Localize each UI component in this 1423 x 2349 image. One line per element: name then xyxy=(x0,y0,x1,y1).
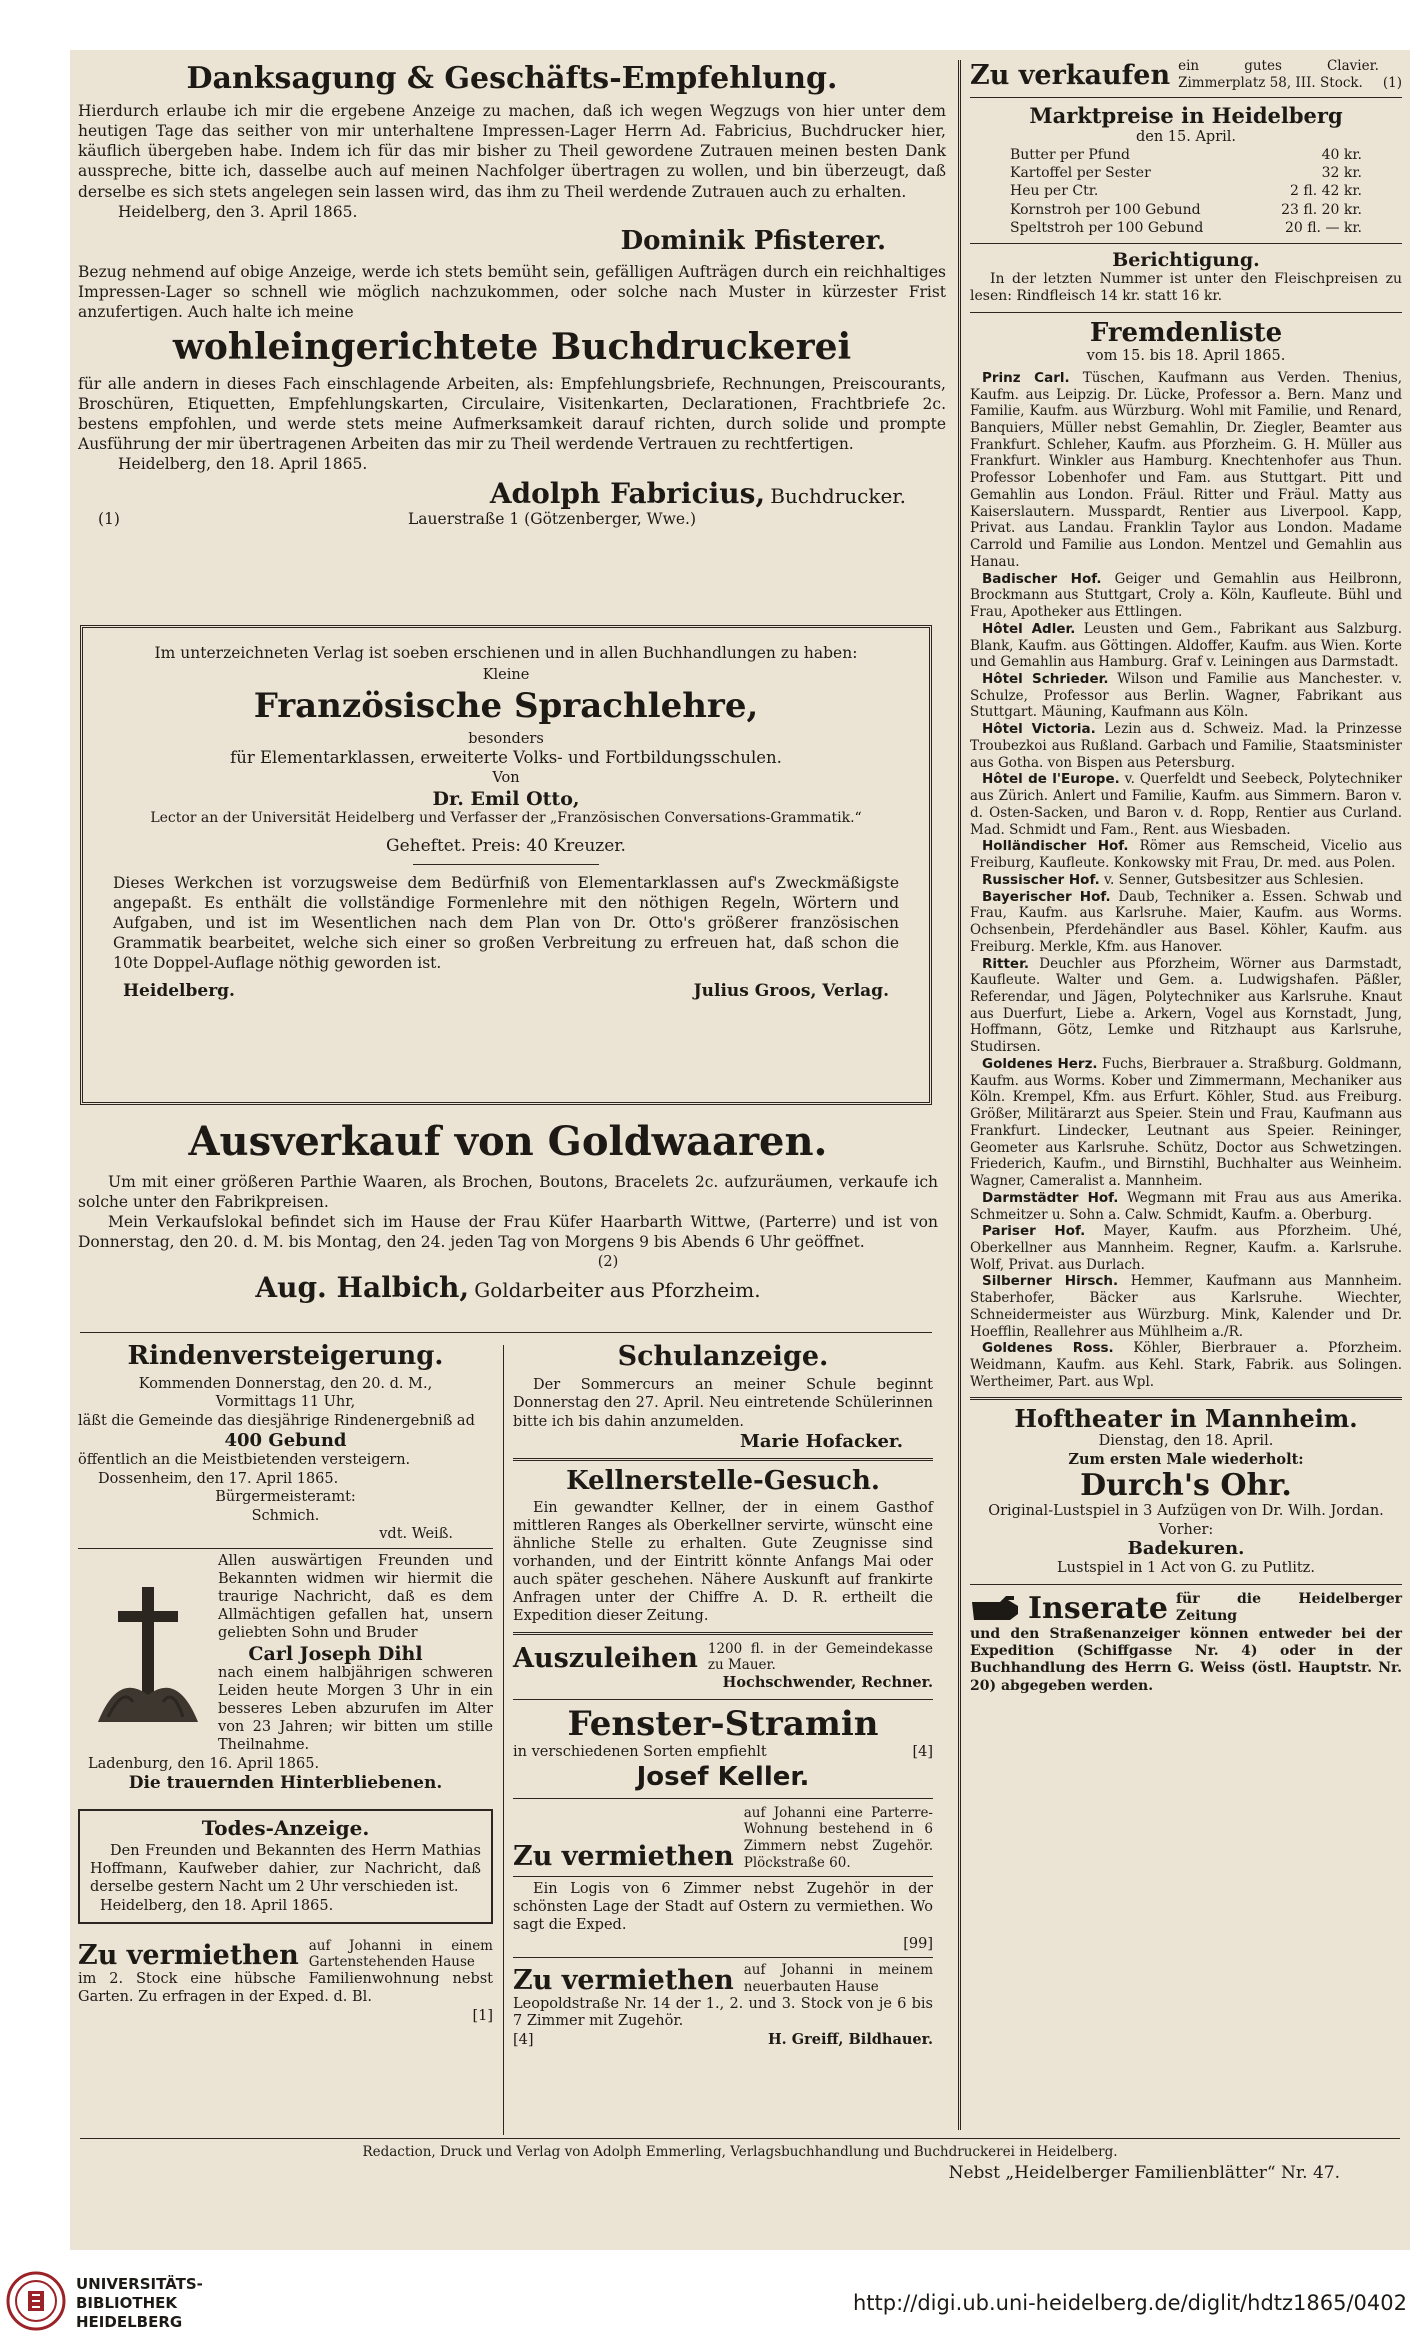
markt-section xyxy=(970,104,1402,237)
vermiethen-mid1-text: auf Johanni eine Parterre-Wohnung bestehend in 6 Zimmern nebst Zugehör. Plöckstraße 60. xyxy=(743,1804,933,1871)
markt-price: 2 fl. 42 kr. xyxy=(1290,183,1362,200)
fremden-hotel: Hôtel de l'Europe. xyxy=(982,771,1120,788)
auszuleihen-name: Hochschwender, Rechner. xyxy=(722,1674,933,1692)
sprachlehre-von: Von xyxy=(492,770,520,787)
fabricius-role: Buchdrucker. xyxy=(770,483,906,508)
rinden-ad xyxy=(78,1342,493,1544)
fabricius-address-line xyxy=(78,510,946,528)
ausverkauf-ad xyxy=(78,1120,938,1304)
library-line3: HEIDELBERG xyxy=(76,2312,183,2331)
fremden-hotel: Hôtel Adler. xyxy=(982,620,1076,637)
fremden-section xyxy=(970,319,1402,1391)
logis-text: Ein Logis von 6 Zimmer nebst Zugehör in der schönsten Lage der Stadt auf Ostern zu vermiethen. Wo sagt die Exped. xyxy=(513,1880,933,1933)
fremden-entry xyxy=(970,872,1402,889)
fremden-guests: Deuchler aus Pforzheim, Wörner aus Darmstadt, Kaufleute. Walter und Gem. a. Ludwigshafen. Päßler, Referendar, und Jägen, Polytechniker aus Karlsruhe. Knaut aus Duerfurt, Liebe a. Arkern, Vogel aus Kornstadt, Jung, Hoffmann, Götz, Lemke und Ritzhaupt aus Karlsruhe, Studirsen. xyxy=(970,955,1402,1056)
fabricius-text2: für alle andern in dieses Fach einschlagende Arbeiten, als: Empfehlungsbriefe, Rechnungen, Preiscourants, Broschüren, Etiquetten, Empfehlungskarten, Circulaire, Visitenkarten, Declarationen, Frachtbriefe 2c. bestens empfohlen, und werde stets meine Aufmerksamkeit darauf richten, durch solide und prompte Ausführung der mir übertragenen Arbeiten das mir zu Theil werdende Vertrauen zu rechtfertigen. xyxy=(78,374,946,454)
rinden-line5: Dossenheim, den 17. April 1865. xyxy=(98,1470,339,1487)
vermiethen-left-text-a: auf Johanni in einem Gartenstehenden Hause xyxy=(308,1937,493,1971)
fremden-hotel: Hôtel Victoria. xyxy=(982,721,1096,738)
fremden-guests: Köhler, Bierbrauer a. Pforzheim. Weidmann, Kaufm. aus Kehl. Stark, Fabrik. aus Solingen. Wertheimer, Part. aus Wpl. xyxy=(970,1340,1402,1390)
sprachlehre-ad xyxy=(80,625,932,1105)
sprachlehre-besonders: besonders xyxy=(468,730,544,747)
danksagung-text: Hierdurch erlaube ich mir die ergebene Anzeige zu machen, daß ich wegen Wegzugs von hier unter dem heutigen Tage das seither von mir unterhaltene Impressen-Lager Herrn Ad. Fabricius, Buchdrucker hier, käuflich übergeben habe. Indem ich für das mir bisher zu Theil gewordene Zutrauen meinen besten Dank ausspreche, bitte ich, dasselbe auch auf meinen Nachfolger übertragen zu wollen, und bin überzeugt, daß derselbe es sich stets angelegen sein lassen wird, das ihm zu Theil werdende Zutrauen auch zu erhalten. xyxy=(78,102,946,201)
theater-line4: Vorher: xyxy=(1158,1521,1214,1538)
kellner-title: Kellnerstelle-Gesuch. xyxy=(566,1466,880,1497)
vermiethen-mid2-name: H. Greiff, Bildhauer. xyxy=(767,2031,933,2049)
fremden-hotel: Bayerischer Hof. xyxy=(982,888,1111,905)
todes2-ad xyxy=(78,1809,493,1923)
markt-price: 20 fl. — kr. xyxy=(1284,219,1362,236)
left-column xyxy=(78,58,946,528)
bericht-section xyxy=(970,250,1402,306)
verkaufen-number: (1) xyxy=(1382,74,1402,91)
sprachlehre-place: Heidelberg. xyxy=(123,981,235,1002)
inserate-text: und den Straßenanzeiger können entweder bei der Expedition (Schiffgasse Nr. 4) oder in der Buchhandlung des Herrn G. Weiss (östl. Hauptstr. Nr. 20) abgegeben werden. xyxy=(970,1625,1402,1694)
markt-item: Kornstroh per 100 Gebund xyxy=(1010,201,1201,218)
library-name xyxy=(76,2275,203,2331)
divider-vertical-left xyxy=(503,1345,504,2135)
fremden-entry xyxy=(970,956,1402,1056)
fremden-guests: Lezin aus d. Schweiz. Mad. la Prinzesse Troubezkoi aus Rußland. Garbach und Familie, Staatsminister aus Gotha. von Bispen aus Petersburg. xyxy=(970,721,1403,771)
logis-number: [99] xyxy=(903,1935,933,1952)
sprachlehre-divider xyxy=(413,864,599,865)
divider-verm1 xyxy=(513,1876,933,1877)
fremden-hotel: Holländischer Hof. xyxy=(982,838,1129,855)
library-line1: UNIVERSITÄTS- xyxy=(76,2275,203,2293)
bericht-title: Berichtigung. xyxy=(1112,249,1260,272)
theater-line2: Zum ersten Male wiederholt: xyxy=(1068,1450,1304,1468)
left-sub-column xyxy=(78,1338,493,2026)
fabricius-name: Adolph Fabricius, xyxy=(489,476,766,510)
schul-text: Der Sommercurs an meiner Schule beginnt Donnerstag den 27. April. Neu eintretende Schülerinnen bitte ich bis dahin anzumelden. xyxy=(513,1376,933,1430)
theater-play2: Badekuren. xyxy=(1127,1538,1245,1560)
kellner-text: Ein gewandter Kellner, der in einem Gasthof mittleren Ranges als Oberkellner servirte, wünscht eine ähnliche Stelle zu erhalten. Gute Zeugnisse sind vorhanden, und der Eintritt könnte Anfangs Mai oder auch später geschehen. Nähere Auskunft auf frankirte Anfragen unter der Chiffre A. D. R. ertheilt die Expedition dieser Zeitung. xyxy=(513,1499,933,1624)
fabricius-ad xyxy=(78,262,946,528)
vermiethen-mid2-title: Zu vermiethen xyxy=(513,1964,734,1996)
rinden-line8: vdt. Weiß. xyxy=(379,1526,453,1543)
sprachlehre-title: Französische Sprachlehre, xyxy=(253,686,759,727)
markt-item: Heu per Ctr. xyxy=(1010,183,1099,200)
markt-row xyxy=(1010,146,1362,164)
fremden-hotel: Darmstädter Hof. xyxy=(982,1189,1119,1206)
theater-title: Hoftheater in Mannheim. xyxy=(1014,1403,1358,1433)
fremden-guests: Fuchs, Bierbrauer a. Straßburg. Goldmann, Kaufm. aus Worms. Kober und Zimmermann, Mechaniker aus Köln. Krempel, Kfm. aus Erfurt. Köhler, Stud. aus Freiburg. Größer, Militärarzt aus Speier. Stein und Frau, Kaufmann aus Frankfurt. Lindecker, Leutnant aus Speier. Reininger, Geometer aus Karlsruhe. Schütz, Doctor aus Schwetzingen. Friederich, Kaufm., und Birnstihl, Buchhalter aus Weinheim. Wagner, Cameralist a. Mannheim. xyxy=(970,1055,1402,1190)
middle-sub-column xyxy=(513,1338,933,2050)
fremden-entry xyxy=(970,1223,1402,1273)
theater-play: Durch's Ohr. xyxy=(1080,1468,1292,1504)
vermiethen-mid2-ad xyxy=(513,1962,933,2050)
danksagung-signature: Dominik Pfisterer. xyxy=(620,225,886,256)
rinden-line6: Bürgermeisteramt: xyxy=(215,1489,356,1506)
rinden-line4: öffentlich an die Meistbietenden versteigern. xyxy=(78,1452,411,1469)
hand-icon xyxy=(970,1594,1020,1622)
todes2-text: Den Freunden und Bekannten des Herrn Mathias Hoffmann, Kaufweber dahier, zur Nachricht, daß derselbe gestern Nacht um 2 Uhr verschieden ist. xyxy=(90,1843,481,1896)
fremden-entry xyxy=(970,370,1402,571)
divider-kellner xyxy=(513,1632,933,1635)
fremden-hotel: Silberner Hirsch. xyxy=(982,1273,1119,1290)
danksagung-title: Danksagung & Geschäfts-Empfehlung. xyxy=(186,61,838,96)
divider-vertical-main xyxy=(958,60,961,2130)
fremden-hotel: Goldenes Ross. xyxy=(982,1340,1114,1357)
sprachlehre-price: Geheftet. Preis: 40 Kreuzer. xyxy=(386,835,626,856)
divider-bottom xyxy=(80,2138,1400,2139)
rinden-line1: Kommenden Donnerstag, den 20. d. M., xyxy=(138,1375,433,1392)
sprachlehre-author: Dr. Emil Otto, xyxy=(432,787,580,810)
fabricius-address: Lauerstraße 1 (Götzenberger, Wwe.) xyxy=(408,509,696,528)
library-line2: BIBLIOTHEK xyxy=(76,2293,177,2312)
divider-bericht xyxy=(970,312,1402,313)
ausverkauf-text2: Mein Verkaufslokal befindet sich im Hause der Frau Küfer Haarbarth Wittwe, (Parterre) und ist von Donnerstag, den 20. d. M. bis Montag, den 24. jeden Tag von Morgens 9 bis Abends 6 Uhr geöffnet. xyxy=(78,1213,938,1252)
impressum: Redaction, Druck und Verlag von Adolph Emmerling, Verlagsbuchhandlung und Buchdruckerei in Heidelberg. xyxy=(362,2144,1118,2160)
fremden-list xyxy=(970,370,1402,1391)
divider-theater xyxy=(970,1584,1402,1585)
markt-row xyxy=(1010,201,1362,219)
vermiethen-left-title: Zu vermiethen xyxy=(78,1940,299,1972)
library-logo-icon xyxy=(6,2271,66,2331)
divider-rinden xyxy=(78,1548,493,1549)
markt-row xyxy=(1010,219,1362,237)
beilage-note: Nebst „Heidelberger Familienblätter“ Nr. 47. xyxy=(948,2163,1340,2183)
fenster-ad xyxy=(513,1703,933,1792)
fremden-entry xyxy=(970,1190,1402,1223)
rinden-amount: 400 Gebund xyxy=(224,1430,347,1452)
fremden-guests: Wegmann mit Frau aus aus Amerika. Schmeitzer u. Sohn a. Calw. Schmidt, Kaufm. a. Oberburg. xyxy=(970,1189,1402,1223)
fenster-title: Fenster-Stramin xyxy=(567,1703,879,1744)
todes-ad xyxy=(78,1553,493,1793)
fenster-number: [4] xyxy=(912,1744,933,1761)
fremden-guests: Daub, Techniker a. Essen. Schwab und Frau, Kaufm. aus Karlsruhe. Maier, Kaufm. aus Worms. Ochsenbein, Pferdehändler aus Basel. Köhler, Kaufm. aus Freiburg. Merkle, Kfm. aus Hanover. xyxy=(970,888,1402,955)
fremden-guests: v. Senner, Gutsbesitzer aus Schlesien. xyxy=(1104,871,1364,888)
fremden-entry xyxy=(970,771,1402,838)
fremden-hotel: Hôtel Schrieder. xyxy=(982,671,1109,688)
todes-date: Ladenburg, den 16. April 1865. xyxy=(88,1755,320,1772)
sprachlehre-kleine: Kleine xyxy=(482,666,530,683)
fremden-guests: Hemmer, Kaufmann aus Mannheim. Staberhofer, Bäcker aus Karlsruhe. Wiechter, Schneidermeister aus Würzburg. Mink, Kalender und Dr. Hoefflin, Reallehrer aus Mühlheim a./R. xyxy=(970,1273,1402,1340)
inserate-title: Inserate xyxy=(1028,1590,1169,1626)
fremden-entry xyxy=(970,838,1402,871)
inserate-section xyxy=(970,1591,1402,1695)
divider-verkaufen xyxy=(970,97,1402,98)
markt-title: Marktpreise in Heidelberg xyxy=(1029,103,1343,129)
source-url-link[interactable]: http://digi.ub.uni-heidelberg.de/diglit/hdtz1865/0402 xyxy=(852,2291,1407,2315)
kellner-ad xyxy=(513,1467,933,1625)
cross-icon xyxy=(88,1577,208,1727)
vermiethen-mid2-text-a: auf Johanni in meinem neuerbauten Hause xyxy=(743,1962,933,1995)
rinden-title: Rindenversteigerung. xyxy=(127,1341,444,1371)
sprachlehre-footer xyxy=(113,981,899,1001)
fremden-entry xyxy=(970,889,1402,956)
library-footer xyxy=(0,2255,1423,2349)
rinden-line3: läßt die Gemeinde das diesjährige Rindenergebniß ad xyxy=(78,1412,475,1429)
divider-left-1 xyxy=(80,1332,932,1333)
fremden-entry xyxy=(970,671,1402,721)
bericht-text: In der letzten Nummer ist unter den Fleischpreisen zu lesen: Rindfleisch 14 kr. statt 16 kr. xyxy=(970,270,1402,305)
markt-price: 23 fl. 20 kr. xyxy=(1281,201,1362,218)
ausverkauf-title: Ausverkauf von Goldwaaren. xyxy=(188,1118,828,1165)
fremden-hotel: Pariser Hof. xyxy=(982,1223,1086,1240)
todes-name: Carl Joseph Dihl xyxy=(248,1642,423,1665)
danksagung-date: Heidelberg, den 3. April 1865. xyxy=(118,202,358,221)
fremden-hotel: Ritter. xyxy=(982,955,1029,972)
fremden-guests: Geiger und Gemahlin aus Heilbronn, Brockmann aus Stuttgart, Croly a. Köln, Kaufleute. Bühl und Frau, Apotheker aus Ettlingen. xyxy=(970,570,1402,621)
fenster-name: Josef Keller. xyxy=(636,1761,810,1792)
fabricius-headline: wohleingerichtete Buchdruckerei xyxy=(172,326,852,369)
todes-text2: nach einem halbjährigen schweren Leiden heute Morgen 3 Uhr in ein besseres Leben abzurufen im Alter von 23 Jahren; wir bitten um stille Theilnahme. xyxy=(218,1664,493,1753)
fremden-guests: Mayer, Kaufm. aus Pforzheim. Uhé, Oberkellner aus Mannheim. Regner, Kaufm. a. Karlsruhe. Wolf, Privat. aus Durlach. xyxy=(970,1223,1402,1273)
rinden-line2: Vormittags 11 Uhr, xyxy=(215,1394,356,1411)
markt-item: Butter per Pfund xyxy=(1010,147,1130,164)
fremden-entry xyxy=(970,571,1402,621)
vermiethen-mid2-number: [4] xyxy=(513,2032,534,2049)
todes2-date: Heidelberg, den 18. April 1865. xyxy=(100,1898,334,1915)
fremden-guests: Tüschen, Kaufmann aus Verden. Thenius, Kaufm. aus Leipzig. Dr. Lücke, Professor a. Bern. Manz und Familie, Kaufm. aus Würzburg. Wohl mit Familie, und Renard, Banquiers, Müller nebst Gemahlin, Dr. Ziegler, Beamter aus Frankfurt. Schleher, Kaufm. aus Pforzheim. G. H. Müller aus Frankfurt. Winkler aus Hamburg. Knechtenhofer aus Thun. Professor Lobenhofer und Fam. aus Stuttgart. Pitt und Gemahlin aus London. Fräul. Ritter und Fräul. Matty aus Kaiserslautern. Musspardt, Rentier aus Liverpool. Kapp, Privat. aus Landau. Franklin Taylor aus London. Madame Carrold und Familie aus London. Mentzel und Gemahlin aus Hanau. xyxy=(970,369,1402,570)
schul-title: Schulanzeige. xyxy=(617,1341,829,1372)
fremden-guests: Römer aus Remscheid, Vicelio aus Freiburg, Kaufleute. Konkowsky mit Frau, Dr. med. aus Polen. xyxy=(970,838,1402,872)
fremden-guests: Wilson und Familie aus Manchester. v. Schulze, Professor aus Berlin. Wagner, Fabrikant aus Stuttgart. Mäuning, Kaufmann aus Köln. xyxy=(970,671,1403,721)
fremden-entry xyxy=(970,621,1402,671)
ausverkauf-name: Aug. Halbich, xyxy=(255,1271,470,1305)
ausverkauf-text1: Um mit einer größeren Parthie Waaren, als Brochen, Boutons, Bracelets 2c. aufzuräumen, verkaufe ich solche unter den Fabrikpreisen. xyxy=(78,1173,938,1212)
fremden-entry xyxy=(970,721,1402,771)
verkaufen-title: Zu verkaufen xyxy=(970,60,1171,92)
theater-line5: Lustspiel in 1 Act von G. zu Putlitz. xyxy=(1057,1559,1315,1576)
markt-row xyxy=(1010,164,1362,182)
markt-table xyxy=(1010,146,1362,237)
fremden-guests: Leusten und Gem., Fabrikant aus Salzburg. Blank, Kaufm. aus Göttingen. Aldoffer, Kaufm. aus Wien. Korte und Gemahlin aus Hamburg. Graf v. Leiningen aus Darmstadt. xyxy=(970,620,1402,671)
markt-price: 40 kr. xyxy=(1321,147,1362,164)
ausverkauf-number: (2) xyxy=(597,1253,619,1270)
fabricius-date: Heidelberg, den 18. April 1865. xyxy=(118,455,368,474)
fremden-guests: v. Querfeldt und Seebeck, Polytechniker aus Zürich. Anlert und Familie, Kaufm. aus Simmern. Baron v. d. Osten-Sacken, und Baron v. d. Ropp, Rentier aus Curland. Mad. Schmidt und Fam., Rent. aus Wiesbaden. xyxy=(970,771,1402,838)
markt-price: 32 kr. xyxy=(1321,165,1362,182)
theater-line1: Dienstag, den 18. April. xyxy=(1098,1432,1274,1449)
fremden-hotel: Badischer Hof. xyxy=(982,570,1102,587)
auszuleihen-text: 1200 fl. in der Gemeindekasse zu Mauer. xyxy=(707,1640,933,1674)
divider-logis xyxy=(513,1957,933,1958)
fremden-entry xyxy=(970,1273,1402,1340)
fremden-subtitle: vom 15. bis 18. April 1865. xyxy=(1086,348,1286,365)
right-column xyxy=(970,58,1402,1695)
sprachlehre-intro: Im unterzeichneten Verlag ist soeben erschienen und in allen Buchhandlungen zu haben: xyxy=(154,644,858,662)
vermiethen-left-text: im 2. Stock eine hübsche Familienwohnung nebst Garten. Zu erfragen in der Exped. d. Bl. xyxy=(78,1971,493,2006)
schul-ad xyxy=(513,1342,933,1452)
todes-sign: Die trauernden Hinterbliebenen. xyxy=(128,1773,443,1794)
fabricius-number: (1) xyxy=(98,509,120,528)
sprachlehre-author-role: Lector an der Universität Heidelberg und Verfasser der „Französischen Conversations-Grammatik.“ xyxy=(150,809,862,826)
sprachlehre-text: Dieses Werkchen ist vorzugsweise dem Bedürfniß von Elementarklassen auf's Zweckmäßigste angepaßt. Es enthält die vollständige Formenlehre mit den nöthigen Regeln, Wörtern und Aufgaben, und ist im Wesentlichen nach dem Plan von Dr. Otto's größerer französischen Grammatik bearbeitet, welche sich einer so großen Verbreitung zu erfreuen hat, daß schon die 10te Doppel-Auflage nöthig geworden ist. xyxy=(113,873,899,973)
markt-date: den 15. April. xyxy=(1135,128,1237,145)
theater-section xyxy=(970,1403,1402,1578)
fremden-title: Fremdenliste xyxy=(1089,317,1283,348)
markt-item: Kartoffel per Sester xyxy=(1010,165,1151,182)
fenster-text: in verschiedenen Sorten empfiehlt xyxy=(513,1744,767,1761)
schul-name: Marie Hofacker. xyxy=(739,1431,903,1453)
vermiethen-mid1-title: Zu vermiethen xyxy=(513,1840,734,1872)
verkaufen-ad xyxy=(970,58,1402,91)
fremden-entry xyxy=(970,1340,1402,1390)
ausverkauf-role: Goldarbeiter aus Pforzheim. xyxy=(474,1278,761,1303)
vermiethen-mid2-text: Leopoldstraße Nr. 14 der 1., 2. und 3. Stock von je 6 bis 7 Zimmer mit Zugehör. xyxy=(513,1995,933,2030)
danksagung-ad xyxy=(78,62,946,256)
divider-fenster xyxy=(513,1798,933,1799)
sprachlehre-for: für Elementarklassen, erweiterte Volks- und Fortbildungsschulen. xyxy=(230,748,782,768)
theater-line3: Original-Lustspiel in 3 Aufzügen von Dr. Wilh. Jordan. xyxy=(988,1503,1384,1520)
ausverkauf-signature xyxy=(78,1271,938,1304)
auszuleihen-title: Auszuleihen xyxy=(513,1643,698,1675)
fremden-entry xyxy=(970,1056,1402,1190)
fremden-hotel: Russischer Hof. xyxy=(982,871,1100,888)
divider-schul xyxy=(513,1458,933,1461)
fabricius-signature xyxy=(78,477,946,510)
markt-row xyxy=(1010,182,1362,200)
vermiethen-left-number: [1] xyxy=(472,2008,493,2025)
divider-markt xyxy=(970,243,1402,244)
vermiethen-left-ad xyxy=(78,1938,493,2026)
vermiethen-mid1-ad xyxy=(513,1805,933,1872)
markt-item: Speltstroh per 100 Gebund xyxy=(1010,219,1204,236)
verkaufen-text: ein gutes Clavier. Zimmerplatz 58, III. Stock. xyxy=(1178,58,1379,91)
divider-fremden xyxy=(970,1397,1402,1400)
fremden-hotel: Goldenes Herz. xyxy=(982,1055,1098,1072)
fremden-hotel: Prinz Carl. xyxy=(982,369,1070,386)
auszuleihen-ad xyxy=(513,1641,933,1693)
logis-ad xyxy=(513,1881,933,1953)
divider-auszuleihen xyxy=(513,1699,933,1700)
todes-text: Allen auswärtigen Freunden und Bekannten widmen wir hiermit die traurige Nachricht, daß es dem Allmächtigen gefallen hat, unsern geliebten Sohn und Bruder xyxy=(218,1552,493,1641)
sprachlehre-publisher: Julius Groos, Verlag. xyxy=(693,981,889,1002)
fabricius-text1: Bezug nehmend auf obige Anzeige, werde ich stets bemüht sein, gefälligen Aufträgen durch ein reichhaltiges Impressen-Lager so schnell wie möglich nachzukommen, oder solche nach Muster in kürzester Frist anzufertigen. Auch halte ich meine xyxy=(78,262,946,322)
todes2-title: Todes-Anzeige. xyxy=(201,1816,370,1841)
inserate-text-a: für die Heidelberger Zeitung xyxy=(1176,1590,1402,1625)
rinden-line7: Schmich. xyxy=(251,1507,320,1524)
